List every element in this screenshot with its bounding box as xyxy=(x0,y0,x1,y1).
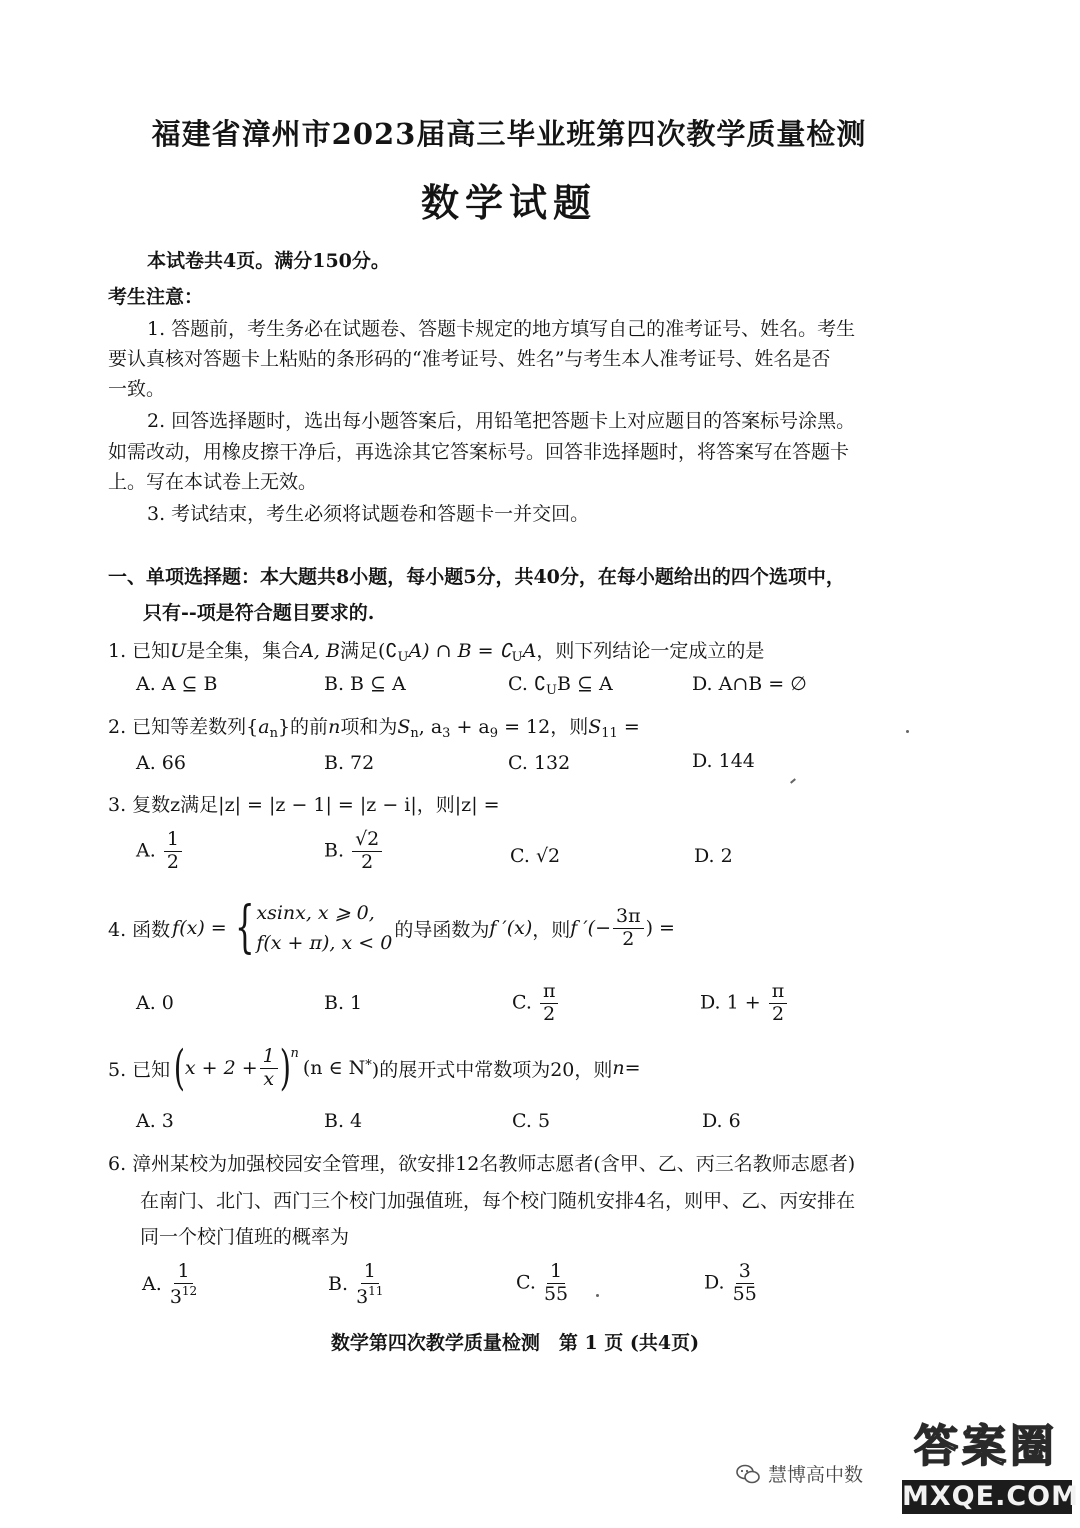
notice-line: 一致。 xyxy=(108,378,166,400)
site-logo xyxy=(898,1420,1079,1516)
question-2-option-a: A. 66 xyxy=(136,752,186,774)
notice-line: 要认真核对答题卡上粘贴的条形码的“准考证号、姓名”与考生本人准考证号、姓名是否 xyxy=(108,348,831,370)
question-5-option-a: A. 3 xyxy=(136,1110,174,1132)
question-1-option-c: C. $∁_UB$ ⊆ A xyxy=(508,673,613,698)
question-6-option-a: A. $\frac{1}{3^{12}}$ xyxy=(142,1260,198,1308)
notice-line: 3. 考试结束，考生必须将试题卷和答题卡一并交回。 xyxy=(147,503,590,525)
question-4-option-c: C. $\frac{\pi}{2}$ xyxy=(512,982,560,1025)
question-3-option-a: A. $\frac{1}{2}$ xyxy=(136,830,184,873)
question-3-option-c: C. √2 xyxy=(510,845,561,867)
question-2-option-b: B. 72 xyxy=(324,752,375,774)
question-6-stem-line: 6. 漳州某校为加强校园安全管理，欲安排12名教师志愿者(含甲、乙、丙三名教师志愿者) xyxy=(108,1153,856,1175)
notice-heading: 考生注意： xyxy=(108,286,204,308)
question-5-option-c: C. 5 xyxy=(512,1110,551,1132)
scan-mark xyxy=(906,730,909,733)
question-4-option-b: B. 1 xyxy=(324,992,363,1014)
question-3-stem: 3. 复数z满足|z| = |z − 1| = |z − i|，则|z| = xyxy=(108,794,500,816)
question-6-option-d: D. $\frac{3}{55}$ xyxy=(704,1260,757,1305)
wechat-icon xyxy=(736,1464,760,1484)
notice-line: 1. 答题前，考生务必在试题卷、答题卡规定的地方填写自己的准考证号、姓名。考生 xyxy=(147,318,856,340)
notice-line: 如需改动，用橡皮擦干净后，再选涂其它答案标号。回答非选择题时，将答案写在答题卡 xyxy=(108,441,850,463)
question-3-option-d: D. 2 xyxy=(694,845,733,867)
notice-line: 上。写在本试卷上无效。 xyxy=(108,471,318,493)
question-5-option-d: D. 6 xyxy=(702,1110,741,1132)
question-1-option-a: A. A ⊆ B xyxy=(136,673,218,695)
question-3-option-b: B. $\frac{√2}{2}$ xyxy=(324,830,384,873)
scan-mark xyxy=(790,778,796,783)
question-6-stem-line: 在南门、北门、西门三个校门加强值班，每个校门随机安排4名，则甲、乙、丙安排在 xyxy=(140,1190,856,1212)
question-6-option-c: C. $\frac{1}{55}$ xyxy=(516,1260,569,1305)
notice-line: 2. 回答选择题时，选出每小题答案后，用铅笔把答题卡上对应题目的答案标号涂黑。 xyxy=(147,410,856,432)
question-1-option-d: D. A∩B = ∅ xyxy=(692,673,807,695)
question-6-stem-line: 同一个校门值班的概率为 xyxy=(140,1226,350,1248)
section-heading: 一、单项选择题：本大题共8小题，每小题5分，共40分，在每小题给出的四个选项中， xyxy=(108,566,845,588)
exam-subtitle: 数学试题 xyxy=(420,180,597,225)
question-5-option-b: B. 4 xyxy=(324,1110,363,1132)
question-4-option-d: D. 1 + $\frac{\pi}{2}$ xyxy=(700,982,789,1025)
question-4-option-a: A. 0 xyxy=(136,992,174,1014)
exam-intro: 本试卷共4页。满分150分。 xyxy=(147,250,390,272)
piecewise-brace: { xyxy=(234,895,255,960)
scan-mark xyxy=(596,1294,599,1297)
page-footer: 数学第四次教学质量检测 第 1 页 (共4页) xyxy=(330,1332,700,1354)
logo-mark: 答案圈 xyxy=(914,1421,1058,1472)
wechat-account-text: 慧博高中数 xyxy=(768,1464,864,1486)
wechat-watermark xyxy=(736,1460,863,1487)
question-1-stem: 1. 已知U是全集，集合A, B满足$(∁_UA)$ ∩ $B = ∁_UA$，则下列结论一定成立的是 xyxy=(108,640,765,665)
question-4-stem: 4. 函数 f(x) = { xsinx, x ⩾ 0, f(x + π), x < 0 的导函数为 f ′(x) ，则 f ′(− $\frac{3\pi}{2}$ ) = xyxy=(108,895,675,960)
section-heading-line2: 只有--项是符合题目要求的. xyxy=(143,602,375,624)
question-5-stem: 5. 已知 ( x + 2 + $\frac{1}{x}$ ) n (n ∈ N * )的展开式中常数项为20，则 n = xyxy=(108,1040,641,1096)
question-2-option-c: C. 132 xyxy=(508,752,571,774)
question-2-stem: 2. 已知等差数列$\{a_n\}$的前n项和为$S_n$, $a_3 + a_9 = 12$，则$S_{11}$ = xyxy=(108,716,640,741)
logo-domain: MXQE.COM xyxy=(902,1481,1079,1512)
question-6-option-b: B. $\frac{1}{3^{11}}$ xyxy=(328,1260,384,1308)
exam-title: 福建省漳州市2023届高三毕业班第四次教学质量检测 xyxy=(151,117,867,151)
question-2-option-d: D. 144 xyxy=(692,750,755,772)
question-1-option-b: B. B ⊆ A xyxy=(324,673,406,695)
